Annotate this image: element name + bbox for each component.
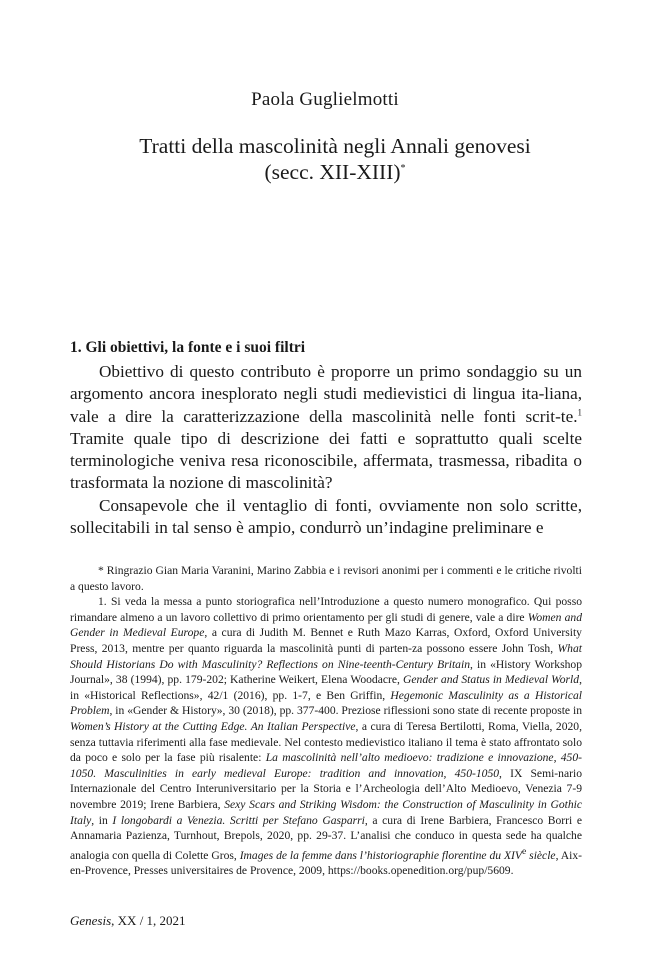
fn1-citation-title: Sexy Scars and Striking Wisdom: the Construction of Masculinity in Gothic Italy — [70, 797, 583, 827]
paragraph-2: Consapevole che il ventaglio di fonti, ovviamente non solo scritte, sollecitabili in tal senso è ampio, condurrò un’indagine preliminare e — [70, 495, 582, 538]
title-line-2-text: (secc. XII-XIII) — [264, 160, 401, 184]
title-line-1: Tratti della mascolinità negli Annali genovesi — [139, 134, 531, 158]
fn1-superscript: e — [521, 845, 527, 857]
fn1-text: , in «Historical Reflections», 42/1 (2016), pp. 1-7, e Ben Griffin, — [70, 673, 582, 702]
fn1-text: , Aix-en-Provence, Presses universitaires de Provence, 2009, https://books.openedition.org/pup/5609. — [70, 848, 582, 878]
fn1-text: , a cura di Irene Barbiera, Francesco Borri e Annamaria Pazienza, Turnhout, Brepols, 2020, pp. 29-37. L’analisi che conduco in questa sede ha qualche analogia con quella di Colette Gros, — [70, 813, 583, 862]
footnote-ref-1: 1 — [577, 406, 582, 417]
page-footer — [70, 913, 186, 929]
paragraph-1-part-2: Tramite quale tipo di descrizione dei fatti e soprattutto quali scelte terminologiche veniva resa riconoscibile, affermata, trasmessa, ribadita o trasformata la nozione di mascolinità? — [70, 428, 582, 493]
fn1-text: , a cura di Judith M. Bennet e Ruth Mazo Karras, Oxford, Oxford University Press, 2013, mentre per quanto riguarda la mascolinità punti di parten-za possono essere John Tosh, — [70, 626, 582, 655]
fn1-citation-title: Women and Gender in Medieval Europe — [70, 610, 583, 640]
fn1-citation-title: I longobardi a Venezia. Scritti per Stefano Gasparri — [112, 813, 365, 827]
body-text — [70, 361, 582, 539]
section-heading: 1. Gli obiettivi, la fonte e i suoi filtri — [70, 339, 306, 356]
fn1-citation-title: La mascolinità nell’alto medioevo: tradizione e innovazione, 450-1050. Masculinities in early medieval Europe: tradition and innovation, 450-1050 — [70, 751, 583, 780]
fn1-text: , in «History Workshop Journal», 38 (1994), pp. 179-202; Katherine Weikert, Elena Woodacre, — [70, 657, 582, 687]
journal-name: Genesis — [70, 913, 112, 928]
article-title — [60, 133, 610, 185]
title-line-2 — [60, 159, 610, 185]
fn1-text: 1. Si veda la messa a punto storiografica nell’Introduzione a questo numero monografico. Qui posso rimandare almeno a un lavoro collettivo di primo orientamento per gli studi di genere, vale a dire — [70, 595, 582, 624]
fn1-citation-title: siècle — [526, 848, 556, 862]
footnote-star: * Ringrazio Gian Maria Varanini, Marino Zabbia e i revisori anonimi per i commenti e le critiche rivolti a questo lavoro. — [70, 564, 582, 593]
fn1-citation-title: Women’s History at the Cutting Edge. An Italian Perspective — [70, 719, 356, 733]
fn1-text: , in «Gender & History», 30 (2018), pp. 377-400. Preziose riflessioni sono state di recente proposte in — [109, 704, 582, 718]
fn1-citation-title: Hegemonic Masculinity as a Historical Problem — [70, 688, 582, 718]
footnotes — [70, 563, 582, 879]
fn1-text: , in — [91, 813, 113, 827]
footnote-1 — [70, 594, 582, 879]
fn1-text: , a cura di Teresa Bertilotti, Roma, Viella, 2020, senza tuttavia riferimenti alla fase medievale. Nel contesto medievistico italiano il tema è stato affrontato solo da poco e solo per la fase più risalente: — [70, 719, 582, 765]
fn1-text: , IX Semi-nario Internazionale del Centro Interuniversitario per la Storia e l’Archeologia dell’Alto Medioevo, Venezia 7-9 novembre 2019; Irene Barbiera, — [70, 766, 582, 811]
paragraph-1 — [70, 361, 582, 495]
title-footnote-mark: * — [400, 162, 406, 174]
fn1-citation-title: Gender and Status in Medieval World — [403, 673, 580, 687]
paragraph-1-part-1: Obiettivo di questo contributo è proporre un primo sondaggio su un argomento ancora inesplorato negli studi medievistici di lingua ita-liana, vale a dire la caratterizzazione della mascolinità nelle fonti scrit-te. — [70, 362, 582, 426]
fn1-citation-title: What Should Historians Do with Masculinity? Reflections on Nine-teenth-Century Britain — [70, 641, 582, 671]
journal-issue: , XX / 1, 2021 — [111, 913, 186, 928]
author-name: Paola Guglielmotti — [251, 89, 399, 110]
fn1-citation-title: Images de la femme dans l’historiographie florentine du XIV — [239, 848, 522, 862]
